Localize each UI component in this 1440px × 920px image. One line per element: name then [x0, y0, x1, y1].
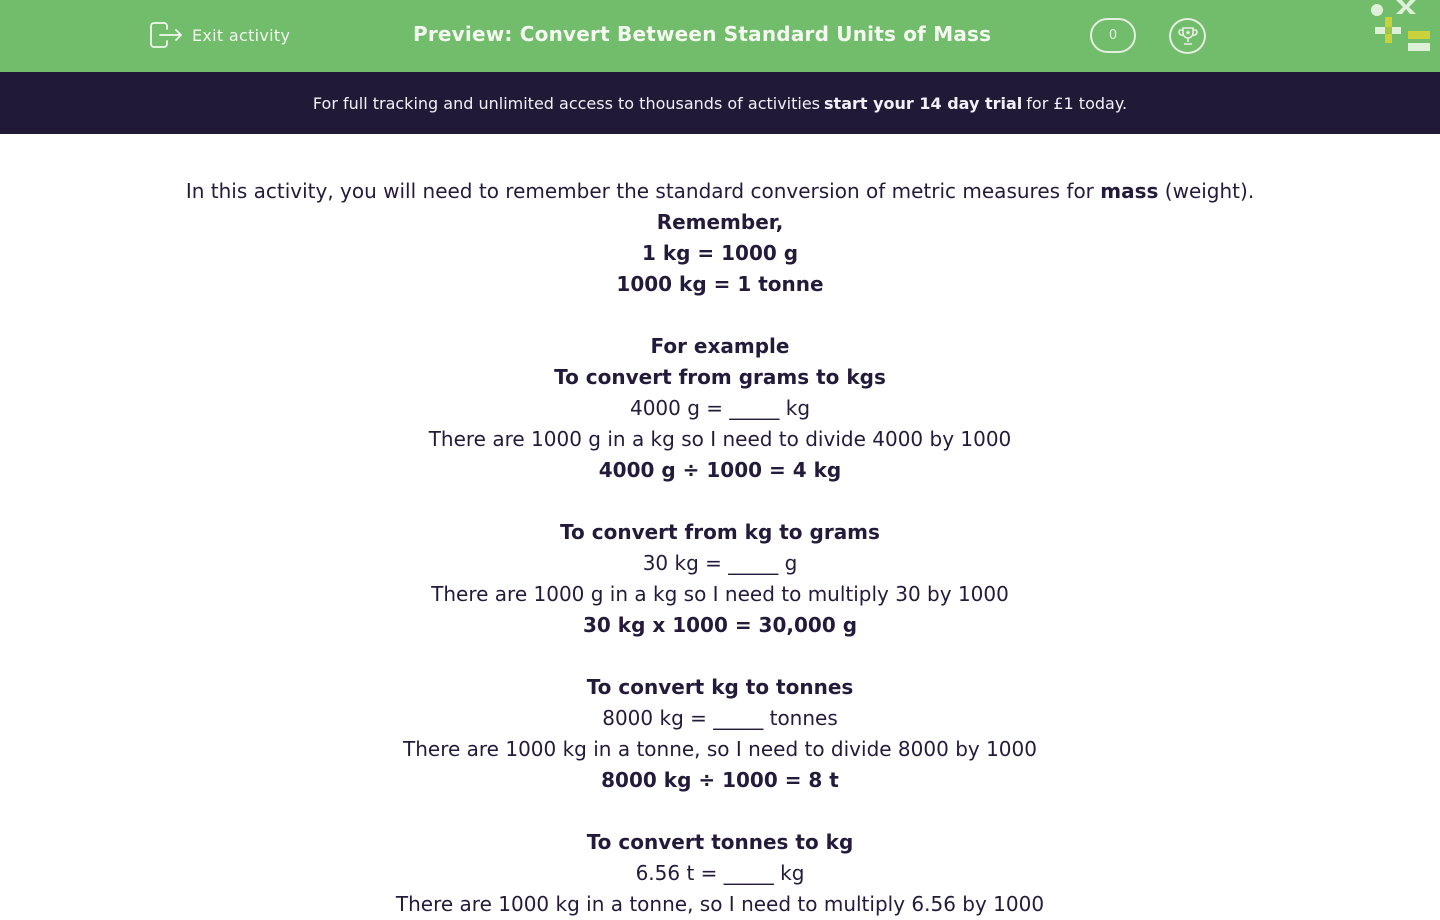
instruction-line: 4000 g = _____ kg — [629, 396, 811, 420]
intro-end: (weight). — [1158, 179, 1255, 203]
exit-icon — [150, 21, 183, 49]
score-badge: 0 — [1090, 18, 1136, 53]
banner-text: For full tracking and unlimited access to thousands of activities — [312, 93, 821, 113]
trophy-button[interactable] — [1169, 18, 1206, 54]
trial-banner — [0, 72, 1440, 134]
top-bar — [0, 0, 1440, 72]
instruction-line: There are 1000 g in a kg so I need to multiply 30 by 1000 — [431, 582, 1009, 606]
intro-line — [0, 176, 1440, 207]
instruction-line: To convert tonnes to kg — [586, 830, 854, 854]
instruction-line: To convert from grams to kgs — [554, 365, 886, 389]
instructions — [0, 176, 1440, 920]
instruction-line: 8000 kg = _____ tonnes — [602, 706, 838, 730]
instruction-line: There are 1000 g in a kg so I need to divide 4000 by 1000 — [428, 427, 1012, 451]
exit-activity-button[interactable] — [150, 21, 290, 49]
instruction-line: To convert from kg to grams — [560, 520, 880, 544]
instruction-line: 1000 kg = 1 tonne — [616, 272, 824, 296]
instruction-line — [0, 486, 1440, 517]
instruction-line: 30 kg = _____ g — [642, 551, 798, 575]
instruction-line — [0, 796, 1440, 827]
instruction-line: There are 1000 kg in a tonne, so I need to divide 8000 by 1000 — [403, 737, 1037, 761]
instruction-line — [0, 300, 1440, 331]
instruction-line: 30 kg x 1000 = 30,000 g — [582, 613, 858, 637]
instruction-line: There are 1000 kg in a tonne, so I need to multiply 6.56 by 1000 — [395, 892, 1045, 916]
instruction-line: To convert kg to tonnes — [586, 675, 854, 699]
instruction-line: 6.56 t = _____ kg — [635, 861, 805, 885]
instruction-line — [0, 641, 1440, 672]
exit-activity-label: Exit activity — [192, 25, 291, 45]
instruction-line: Remember, — [656, 210, 784, 234]
intro-bold: mass — [1100, 179, 1159, 203]
instruction-lines — [0, 207, 1440, 920]
instruction-line: 1 kg = 1000 g — [641, 241, 799, 265]
banner-suffix: for £1 today. — [1026, 93, 1128, 113]
trophy-icon — [1177, 25, 1199, 47]
brand-logo — [1368, 0, 1440, 56]
instruction-line: 4000 g ÷ 1000 = 4 kg — [598, 458, 842, 482]
intro-text: In this activity, you will need to remember the standard conversion of metric measures for — [185, 179, 1101, 203]
instruction-line: For example — [650, 334, 790, 358]
trial-link[interactable]: start your 14 day trial — [824, 93, 1023, 113]
instruction-line: 8000 kg ÷ 1000 = 8 t — [601, 768, 839, 792]
page-title: Preview: Convert Between Standard Units of Mass — [413, 22, 992, 46]
